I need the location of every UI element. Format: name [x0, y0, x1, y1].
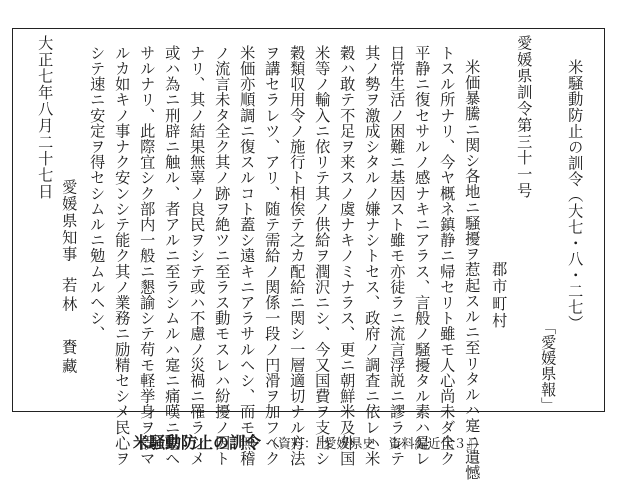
body-line: 或ハ為ニ刑辟ニ触ル、者アルニ至ラシムルハ寔ニ痛嘆ニ堪ヘ — [163, 45, 182, 467]
signatory-title: 愛媛県知事 — [60, 179, 79, 263]
body-line: 米価暴騰ニ関シ各地ニ騒擾ヲ惹起スルニ至リタルハ寔ニ遺憾 — [463, 59, 482, 480]
order-number: 愛媛県訓令第三十一号 — [515, 35, 534, 199]
body-line: 穀類収用令ノ施行ト相俟テ之カ配給ニ関シ一層適切ナル方法 — [288, 45, 307, 467]
document-title: 米騒動防止の訓令（大七・八・二七） — [566, 59, 585, 331]
body-line: サルナリ、此際宜シク部内一般ニ懇諭シテ苟モ軽挙身ヲ誤マ — [138, 45, 157, 467]
caption-source: （資料：『愛媛県史 資料編近代３』） — [265, 437, 487, 452]
body-line: 穀ハ敢テ不足ヲ来スノ虞ナキノミナラス、更ニ朝鮮米及外国 — [338, 45, 357, 467]
signatory-given-name: 賚藏 — [60, 339, 79, 378]
body-line: 米等ノ輸入ニ依リテ其ノ供給ヲ潤沢ニシ、今又国費ヲ支出シ — [313, 45, 332, 467]
body-line: シテ速ニ安定ヲ得セシムルニ勉ムルヘシ、 — [88, 45, 107, 342]
source-citation: 「愛媛県報」 — [539, 319, 558, 413]
body-line: 其ノ勢ヲ激成シタルノ嫌ナシトセス、政府ノ調査ニ依レハ米 — [363, 45, 382, 467]
caption-title: 米騒動防止の訓令 — [132, 433, 261, 452]
body-line: ヲ講セラレツ、アリ、随テ需給ノ関係一段ノ円滑ヲ加フヘク — [263, 45, 282, 467]
body-line: ルカ如キノ事ナク安ンシテ能ク其ノ業務ニ励精セシメ民心ヲ — [113, 45, 132, 467]
signatory-surname: 若林 — [60, 277, 79, 316]
body-line: トスル所ナリ、今ヤ概ネ鎮静ニ帰セリト雖モ人心尚未ダ全ク — [438, 45, 457, 467]
body-line: ノ流言未タ全ク其ノ跡ヲ絶ツニ至ラス動モスレハ紛擾ノ因ト — [213, 45, 232, 467]
figure-caption — [0, 430, 619, 453]
addressee: 郡市町村 — [490, 261, 509, 330]
body-line: 平静ニ復セサルノ感ナキニアラス、言般ノ騒擾タル素ハ是レ — [413, 45, 432, 467]
body-line: 日常生活ノ困難ニ基因スト雖モ亦徒ラニ流言浮説ニ謬ラレテ — [388, 45, 407, 467]
body-line: ナリ、其ノ結果無辜ノ良民ヲシテ或ハ不慮ノ災禍ニ罹ラシメ — [188, 45, 207, 467]
body-line: 米価亦順調ニ復スルコト蓋シ遠キニアラサルヘシ、而モ無稽 — [238, 45, 257, 467]
document-date: 大正七年八月二十七日 — [36, 35, 55, 200]
